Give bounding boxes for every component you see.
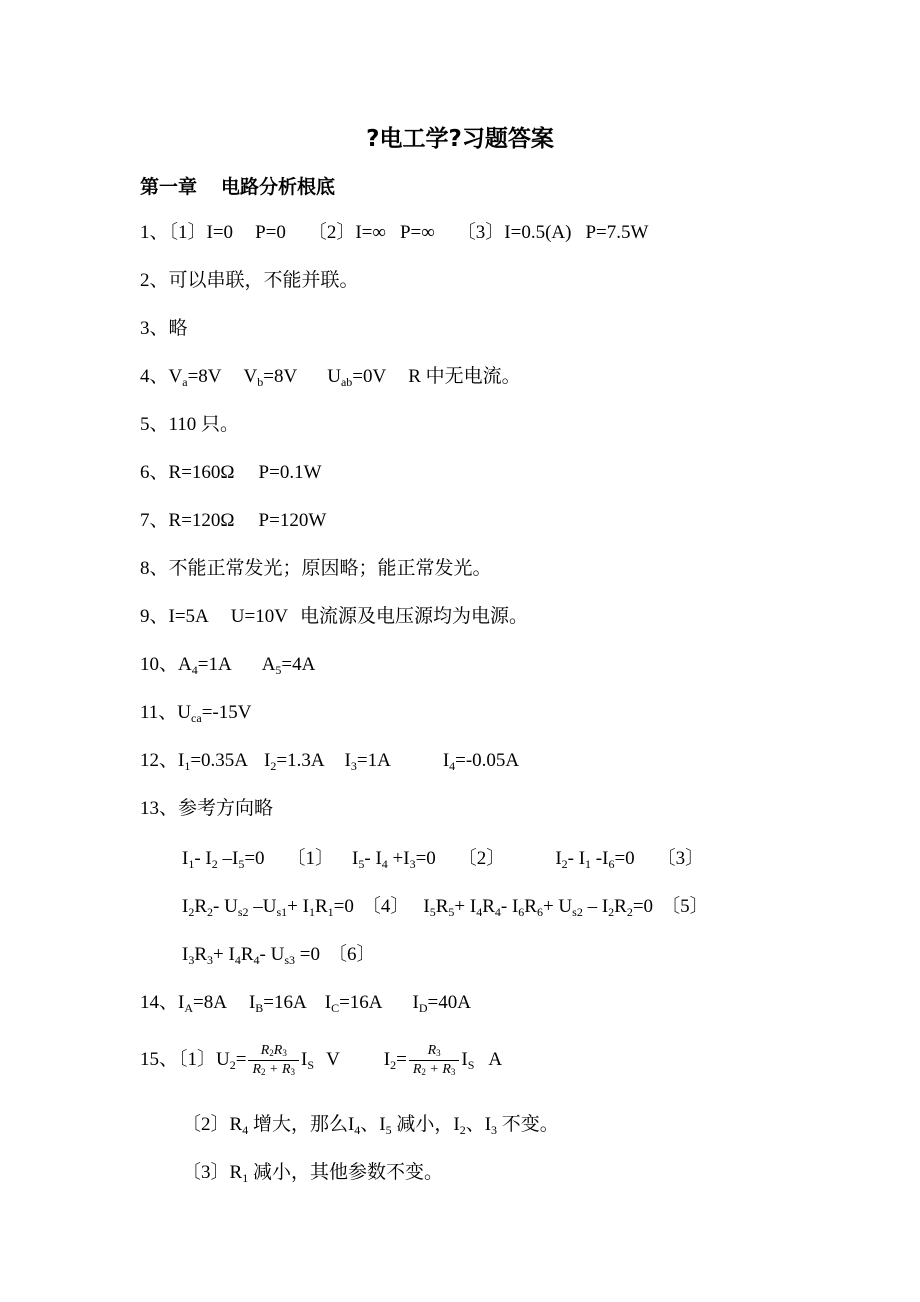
answer-9 bbox=[140, 604, 528, 630]
answer-number: 1、 bbox=[140, 222, 169, 243]
answer-value: =1A bbox=[356, 750, 391, 771]
answer-text: 电流源及电压源均为电源。 bbox=[299, 606, 528, 627]
answer-number: 8、 bbox=[140, 558, 169, 579]
answer-value: 8V bbox=[198, 366, 222, 387]
answer-7 bbox=[140, 508, 326, 534]
answer-14: 14、$I_A=8A$ $I_B=16A$ $I_C=16A$ $I_D=40A$ bbox=[140, 992, 471, 1015]
answer-number: 11、 bbox=[140, 702, 178, 723]
equation-label: 〔2〕 bbox=[457, 848, 506, 869]
answer-value: =40A bbox=[427, 992, 471, 1013]
answer-value: P=120W bbox=[258, 510, 327, 531]
answer-8 bbox=[140, 556, 492, 582]
answer-value: R=160Ω bbox=[168, 462, 235, 483]
answer-13-equations-row-2: $I_2R_2-$ $U_{s2}$ $-U_{s1}+ I_1R_1=0$ 〔4〕 $I_5R_5+ I_4R_4-$ $I_6R_6+ U_{s2} - I_2R_2=0$ 〔5〕 bbox=[182, 896, 709, 919]
answer-number: 4、 bbox=[140, 366, 169, 387]
answer-4: 4、$V_a=8V$ $V_b=8V$ $U_{ab}=0V$ R 中无电流。 bbox=[140, 366, 521, 389]
answer-part: P=∞ bbox=[399, 222, 435, 243]
answer-text: 110 只。 bbox=[168, 414, 240, 435]
answer-number: 3、 bbox=[140, 318, 169, 339]
answer-part: 〔2〕 bbox=[182, 1114, 230, 1135]
answer-value: =8A bbox=[193, 992, 227, 1013]
answer-value: =16A bbox=[263, 992, 307, 1013]
answer-part: P=7.5W bbox=[585, 222, 649, 243]
answer-value: =1.3A bbox=[276, 750, 325, 771]
answer-1 bbox=[140, 220, 648, 246]
fraction-u2: $\frac{R_2R_3}{R_2 + R_3}$ bbox=[248, 1042, 299, 1079]
answer-part: 〔1〕 bbox=[178, 1049, 217, 1070]
answer-15: 15、〔1〕$U_2=$ $\frac{R_2R_3}{R_2 + R_3}$ $I_S$ V $I_2=$ $\frac{R_3}{R_2 + R_3}$ $I_S$ A bbox=[140, 1043, 503, 1078]
page-title: ?电工学?习题答案 bbox=[366, 126, 554, 152]
answer-text: R 中无电流。 bbox=[408, 366, 521, 387]
answer-10: 10、$A_4=1A$ $A_5=4A$ bbox=[140, 654, 316, 677]
answer-13 bbox=[140, 796, 273, 822]
answer-11: 11、$U_{ca}=-15V$ bbox=[140, 702, 252, 725]
answer-value: =16A bbox=[339, 992, 383, 1013]
answer-15-part-2: 〔2〕$R_4$ 增大，那么$I_4$、$I_5$ 减小，$I_2$、$I_3$ 不变。 bbox=[182, 1114, 559, 1137]
answer-number: 12、 bbox=[140, 750, 179, 771]
answer-text: 不变。 bbox=[501, 1114, 559, 1135]
answer-number: 5、 bbox=[140, 414, 169, 435]
answer-number: 13、 bbox=[140, 798, 179, 819]
answer-3 bbox=[140, 316, 188, 342]
answer-value: 0V bbox=[363, 366, 387, 387]
answer-value: =-0.05A bbox=[455, 750, 520, 771]
answer-number: 7、 bbox=[140, 510, 169, 531]
chapter-name: 电路分析根底 bbox=[221, 176, 336, 198]
answer-value: U=10V bbox=[230, 606, 288, 627]
answer-value: =1A bbox=[197, 654, 232, 675]
equation-label: 〔6〕 bbox=[327, 944, 376, 965]
answer-value: 8V bbox=[273, 366, 298, 387]
answer-text: 可以串联，不能并联。 bbox=[168, 270, 359, 291]
answer-part: 〔2〕I=∞ bbox=[307, 222, 386, 243]
answer-13-equations-row-1: $I_1-$ $I_2$ $-I_5=0$ 〔1〕 $I_5-$ $I_4 +I_3=0$ 〔2〕 $I_2-$ $I_1$ $-I_6=0$ 〔3〕 bbox=[182, 848, 705, 871]
answer-5 bbox=[140, 412, 239, 438]
answer-value: =4A bbox=[281, 654, 316, 675]
chapter-label: 第一章 bbox=[140, 176, 198, 198]
answer-part: P=0 bbox=[255, 222, 286, 243]
answer-6 bbox=[140, 460, 322, 486]
answer-text: 减小，其他参数不变。 bbox=[252, 1162, 443, 1183]
answer-text: 参考方向略 bbox=[178, 798, 274, 819]
answer-15-part-3: 〔3〕$R_1$ 减小，其他参数不变。 bbox=[182, 1162, 443, 1185]
equation-label: 〔4〕 bbox=[361, 896, 410, 917]
answer-value: P=0.1W bbox=[258, 462, 322, 483]
answer-part: 〔1〕I=0 bbox=[168, 222, 234, 243]
answer-text: 略 bbox=[168, 318, 188, 339]
answer-value: =-15V bbox=[201, 702, 252, 723]
answer-number: 6、 bbox=[140, 462, 169, 483]
answer-part: 〔3〕I=0.5(A) bbox=[456, 222, 572, 243]
answer-number: 2、 bbox=[140, 270, 169, 291]
fraction-i2: $\frac{R_3}{R_2 + R_3}$ bbox=[409, 1042, 460, 1079]
answer-value: R=120Ω bbox=[168, 510, 235, 531]
unit-label: A bbox=[488, 1049, 503, 1070]
answer-number: 14、 bbox=[140, 992, 179, 1013]
equation-label: 〔1〕 bbox=[286, 848, 335, 869]
answer-number: 10、 bbox=[140, 654, 179, 675]
equation-label: 〔3〕 bbox=[656, 848, 705, 869]
answer-13-equations-row-3: $I_3R_3+ I_4R_4-$ $U_{s3} =0$ 〔6〕 bbox=[182, 944, 376, 967]
answer-text: 增大，那么 bbox=[252, 1114, 348, 1135]
answer-number: 15、 bbox=[140, 1049, 179, 1070]
answer-part: 〔3〕 bbox=[182, 1162, 230, 1183]
answer-text: 不能正常发光；原因略；能正常发光。 bbox=[168, 558, 492, 579]
answer-2 bbox=[140, 268, 359, 294]
answer-value: =0.35A bbox=[190, 750, 249, 771]
answer-value: I=5A bbox=[168, 606, 209, 627]
answer-text: 减小， bbox=[396, 1114, 454, 1135]
answer-number: 9、 bbox=[140, 606, 169, 627]
chapter-heading bbox=[140, 172, 335, 199]
equation-label: 〔5〕 bbox=[661, 896, 709, 917]
unit-label: V bbox=[326, 1049, 340, 1070]
answer-12: 12、$I_1=0.35A$ $I_2=1.3A$ $I_3=1A$ $I_4=-0.05A$ bbox=[140, 750, 520, 773]
